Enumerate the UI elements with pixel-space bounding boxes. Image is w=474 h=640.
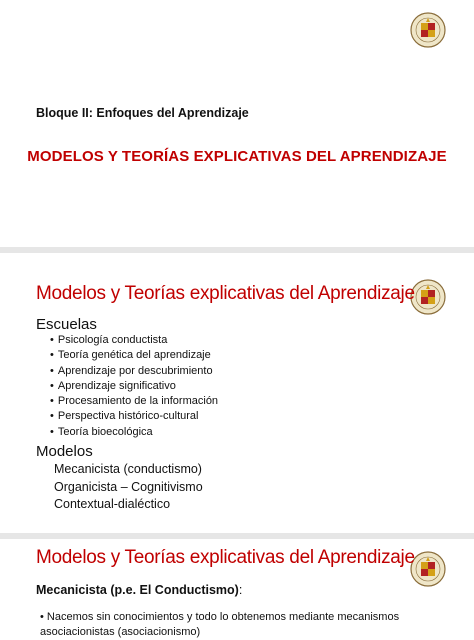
escuelas-list [50,333,218,440]
slide-2 [0,253,474,533]
list-item: • Teoría bioecológica [50,425,218,440]
slide-title: Modelos y Teorías explicativas del Aprendizaje [36,547,415,568]
subtitle-colon: : [238,583,243,597]
modelos-list [54,461,203,514]
list-item: Organicista – Cognitivismo [54,479,203,494]
slide-title: MODELOS Y TEORÍAS EXPLICATIVAS DEL APRENDIZAJE [27,148,447,165]
escuelas-heading: Escuelas [36,316,97,333]
modelos-heading: Modelos [36,443,93,460]
university-seal-icon [410,551,446,587]
slide-1 [0,0,474,247]
list-item: Mecanicista (conductismo) [54,462,202,476]
bullet-text: • Nacemos sin conocimientos y todo lo obtenemos mediante mecanismos asociacionistas (asociacionismo) [40,611,400,638]
subtitle-text: Mecanicista (p.e. El Conductismo) [36,583,239,597]
university-seal-icon [410,12,446,48]
university-seal-icon [410,279,446,315]
list-item: • Aprendizaje por descubrimiento [50,364,218,379]
list-item: • Psicología conductista [50,333,218,348]
list-item: • Procesamiento de la información [50,394,218,409]
block-label: Bloque II: Enfoques del Aprendizaje [36,106,249,120]
subtitle [36,583,242,597]
list-item: • Teoría genética del aprendizaje [50,348,218,363]
list-item: Contextual-dialéctico [54,497,171,511]
slide-title: Modelos y Teorías explicativas del Aprendizaje [36,283,415,304]
list-item: • Perspectiva histórico-cultural [50,409,218,424]
list-item: • Aprendizaje significativo [50,379,218,394]
